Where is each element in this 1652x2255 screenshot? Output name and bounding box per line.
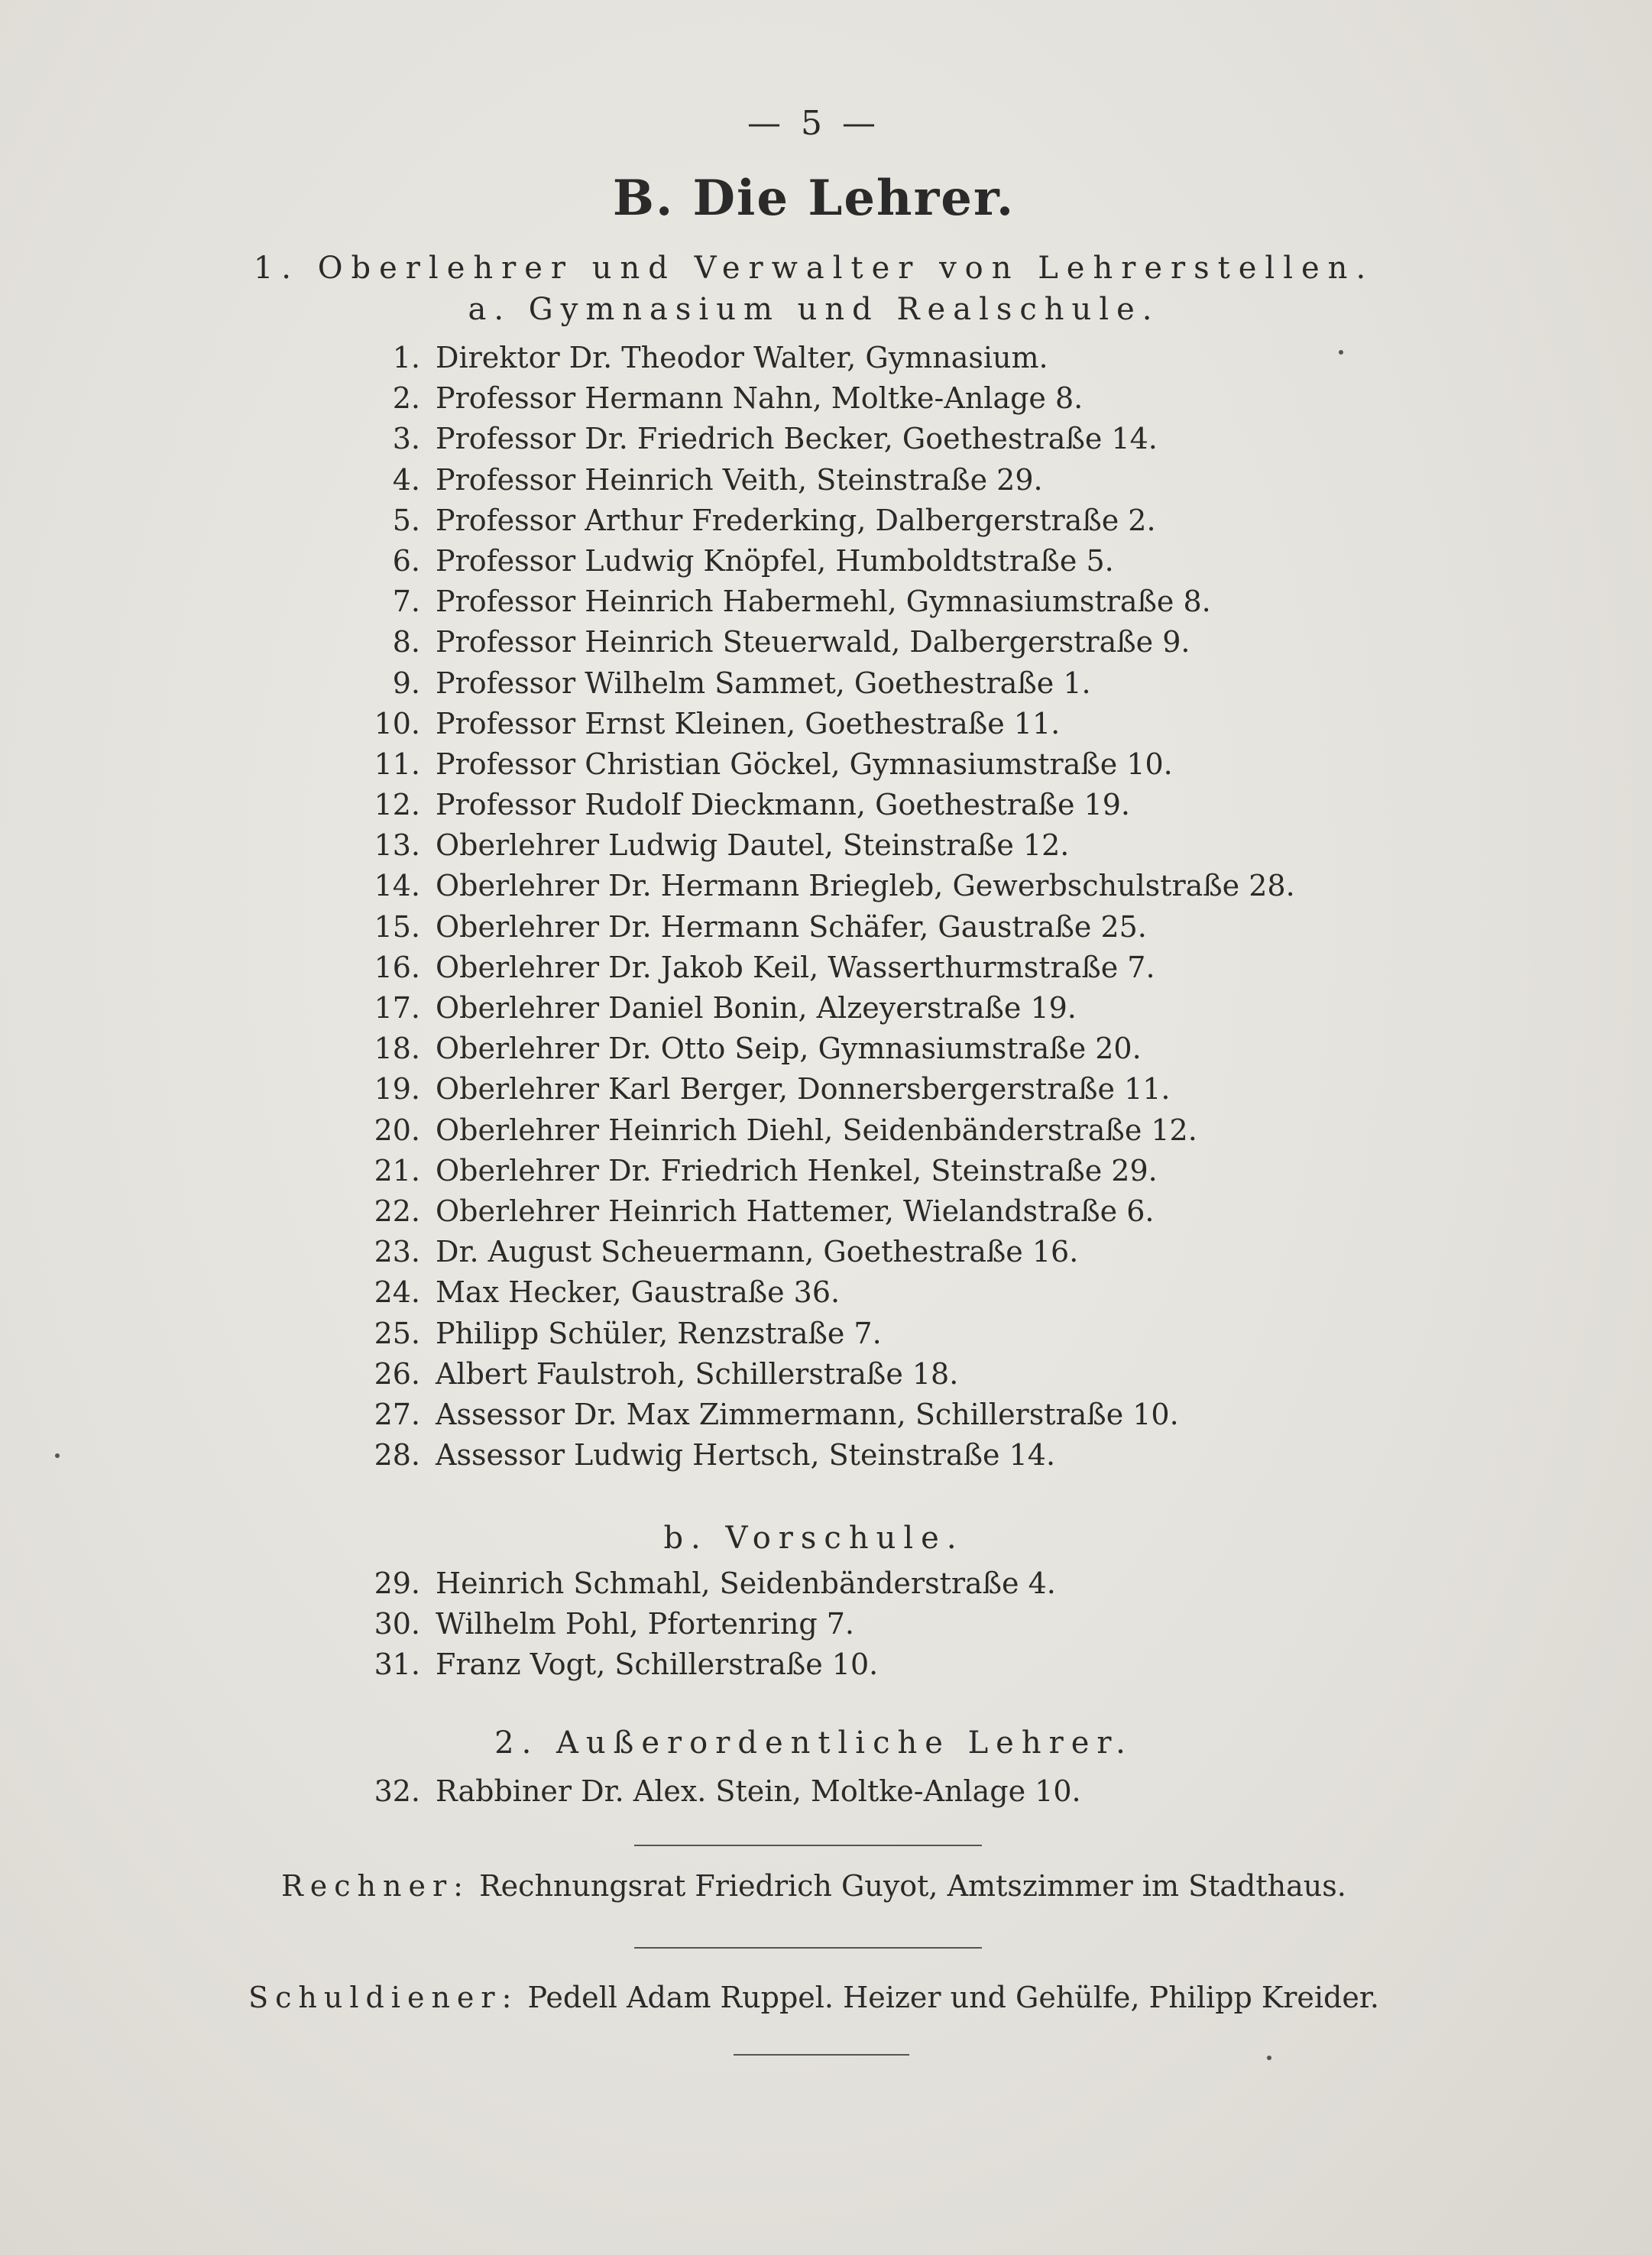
entry-text: Assessor Dr. Max Zimmermann, Schillerstraße 10. (436, 1397, 1179, 1431)
page-number: — 5 — (747, 104, 880, 143)
entry-text: Oberlehrer Dr. Otto Seip, Gymnasiumstraße 20. (436, 1032, 1142, 1066)
entry-number: 1. (392, 341, 420, 374)
entry-number: 14. (374, 869, 420, 903)
entry-number: 4. (392, 462, 420, 497)
print-speck (55, 1453, 60, 1458)
subheading-vorschule: b. Vorschule. (663, 1521, 964, 1556)
entry-text: Oberlehrer Ludwig Dautel, Steinstraße 12. (436, 828, 1070, 863)
teacher-entry (351, 1191, 1345, 1232)
entry-text: Professor Heinrich Veith, Steinstraße 29. (436, 462, 1043, 497)
teacher-entry (351, 1029, 1345, 1069)
entry-text: Professor Heinrich Steuerwald, Dalbergerstraße 9. (436, 625, 1190, 659)
entry-text: Oberlehrer Dr. Friedrich Henkel, Steinstraße 29. (436, 1153, 1158, 1187)
entry-text: Professor Arthur Frederking, Dalbergerstraße 2. (436, 503, 1156, 537)
entry-number: 17. (374, 991, 420, 1025)
teacher-list-gymnasium (351, 338, 1345, 1476)
entry-text: Professor Dr. Friedrich Becker, Goethestraße 14. (436, 422, 1158, 456)
divider-rule (734, 2054, 909, 2056)
entry-text: Wilhelm Pohl, Pfortenring 7. (436, 1607, 854, 1641)
entry-text: Oberlehrer Dr. Hermann Schäfer, Gaustraße 25. (436, 909, 1147, 944)
subheading-gymnasium: a. Gymnasium und Realschule. (468, 292, 1160, 327)
teacher-entry (351, 501, 1345, 541)
entry-text: Oberlehrer Heinrich Diehl, Seidenbänderstraße 12. (436, 1113, 1197, 1147)
section-heading-ausserordentliche: 2. Außerordentliche Lehrer. (494, 1725, 1133, 1761)
schuldiener-text: Pedell Adam Ruppel. Heizer und Gehülfe, Philipp Kreider. (527, 1981, 1379, 2014)
teacher-entry (351, 744, 1345, 785)
entry-number: 16. (374, 950, 420, 984)
entry-text: Oberlehrer Heinrich Hattemer, Wielandstraße 6. (436, 1194, 1155, 1228)
teacher-entry (351, 1151, 1345, 1191)
entry-text: Oberlehrer Dr. Jakob Keil, Wasserthurmstraße 7. (436, 950, 1155, 984)
teacher-entry (351, 1069, 1345, 1110)
teacher-entry (351, 460, 1345, 501)
entry-text: Philipp Schüler, Renzstraße 7. (436, 1316, 882, 1350)
teacher-entry (351, 1644, 1345, 1685)
entry-number: 7. (392, 585, 420, 619)
print-speck (1339, 350, 1343, 355)
entry-number: 26. (374, 1356, 420, 1391)
entry-text: Dr. August Scheuermann, Goethestraße 16. (436, 1235, 1079, 1269)
teacher-entry (351, 338, 1345, 378)
entry-number: 30. (374, 1607, 420, 1641)
entry-text: Max Hecker, Gaustraße 36. (436, 1275, 841, 1310)
teacher-entry (351, 419, 1345, 459)
teacher-list-vorschule (351, 1563, 1345, 1686)
entry-number: 15. (374, 909, 420, 944)
entry-number: 5. (392, 503, 420, 537)
entry-text: Albert Faulstroh, Schillerstraße 18. (436, 1356, 959, 1391)
entry-text: Franz Vogt, Schillerstraße 10. (436, 1648, 879, 1682)
entry-number: 3. (392, 422, 420, 456)
teacher-entry (351, 1604, 1345, 1644)
rechner-line (0, 1869, 1628, 1903)
teacher-entry (351, 1354, 1345, 1395)
entry-text: Oberlehrer Dr. Hermann Briegleb, Gewerbschulstraße 28. (436, 869, 1295, 903)
entry-text: Professor Hermann Nahn, Moltke-Anlage 8. (436, 381, 1084, 416)
teacher-entry (351, 1771, 1345, 1812)
divider-rule (634, 1947, 982, 1949)
entry-number: 24. (374, 1275, 420, 1310)
entry-number: 11. (374, 747, 420, 781)
teacher-entry (351, 785, 1345, 825)
schuldiener-line (0, 1981, 1628, 2014)
entry-number: 22. (374, 1194, 420, 1228)
teacher-entry (351, 541, 1345, 582)
entry-number: 8. (392, 625, 420, 659)
entry-text: Oberlehrer Karl Berger, Donnersbergerstraße 11. (436, 1072, 1171, 1106)
entry-number: 32. (374, 1774, 420, 1808)
entry-number: 28. (374, 1438, 420, 1473)
print-speck (1267, 2056, 1271, 2060)
entry-number: 23. (374, 1235, 420, 1269)
rechner-label: Rechner: (281, 1869, 470, 1903)
teacher-entry (351, 1395, 1345, 1435)
teacher-entry (351, 948, 1345, 988)
entry-number: 21. (374, 1153, 420, 1187)
teacher-entry (351, 704, 1345, 744)
entry-number: 10. (374, 706, 420, 740)
entry-number: 27. (374, 1397, 420, 1431)
teacher-entry (351, 663, 1345, 704)
teacher-entry (351, 988, 1345, 1029)
entry-number: 9. (392, 666, 420, 700)
entry-number: 31. (374, 1648, 420, 1682)
entry-text: Professor Heinrich Habermehl, Gymnasiumstraße 8. (436, 585, 1211, 619)
entry-text: Oberlehrer Daniel Bonin, Alzeyerstraße 19. (436, 991, 1077, 1025)
teacher-entry (351, 1435, 1345, 1476)
teacher-entry (351, 1563, 1345, 1604)
teacher-entry (351, 582, 1345, 622)
entry-number: 6. (392, 543, 420, 578)
teacher-entry (351, 907, 1345, 948)
entry-text: Professor Rudolf Dieckmann, Goethestraße 19. (436, 788, 1131, 822)
entry-text: Professor Ernst Kleinen, Goethestraße 11. (436, 706, 1061, 740)
entry-text: Professor Christian Göckel, Gymnasiumstraße 10. (436, 747, 1173, 781)
entry-number: 29. (374, 1567, 420, 1600)
entry-text: Rabbiner Dr. Alex. Stein, Moltke-Anlage 10. (436, 1774, 1081, 1808)
teacher-entry (351, 1110, 1345, 1151)
entry-number: 13. (374, 828, 420, 863)
teacher-entry (351, 378, 1345, 419)
section-heading-oberlehrer: 1. Oberlehrer und Verwalter von Lehrerstellen. (253, 251, 1375, 286)
teacher-entry (351, 622, 1345, 663)
entry-number: 12. (374, 788, 420, 822)
entry-number: 20. (374, 1113, 420, 1147)
teacher-entry (351, 825, 1345, 866)
teacher-entry (351, 866, 1345, 906)
entry-number: 25. (374, 1316, 420, 1350)
teacher-entry (351, 1272, 1345, 1313)
teacher-entry (351, 1314, 1345, 1354)
entry-text: Direktor Dr. Theodor Walter, Gymnasium. (436, 341, 1048, 374)
divider-rule (634, 1845, 982, 1846)
entry-text: Heinrich Schmahl, Seidenbänderstraße 4. (436, 1567, 1056, 1600)
entry-number: 2. (392, 381, 420, 416)
rechner-text: Rechnungsrat Friedrich Guyot, Amtszimmer im Stadthaus. (479, 1869, 1346, 1903)
page-title: B. Die Lehrer. (612, 170, 1015, 227)
entry-number: 19. (374, 1072, 420, 1106)
entry-text: Assessor Ludwig Hertsch, Steinstraße 14. (436, 1438, 1056, 1473)
entry-text: Professor Wilhelm Sammet, Goethestraße 1. (436, 666, 1091, 700)
entry-text: Professor Ludwig Knöpfel, Humboldtstraße 5. (436, 543, 1114, 578)
entry-number: 18. (374, 1032, 420, 1066)
teacher-entry (351, 1232, 1345, 1272)
schuldiener-label: Schuldiener: (248, 1981, 519, 2014)
teacher-list-ausserordentliche (351, 1771, 1345, 1812)
